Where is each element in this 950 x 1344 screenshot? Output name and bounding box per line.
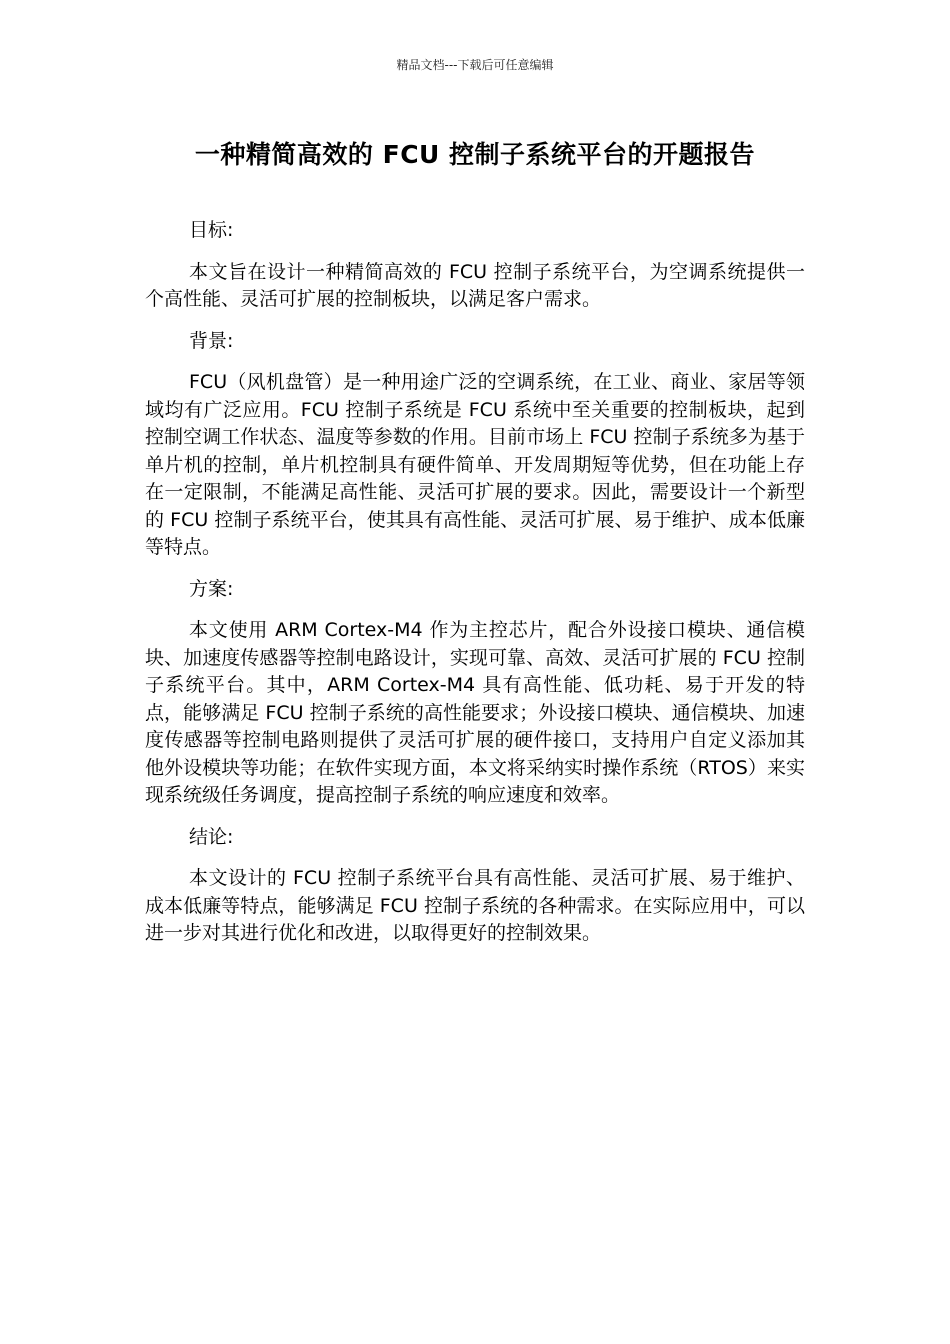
section-heading-goal: 目标:	[189, 219, 234, 241]
section-heading-conclusion: 结论:	[189, 825, 234, 848]
document-title: 一种精简高效的 FCU 控制子系统平台的开题报告	[194, 140, 756, 169]
section-body-plan: 本文使用 ARM Cortex-M4 作为主控芯片，配合外设接口模块、通信模块、加速度传感器等控制电路设计，实现可靠、高效、灵活可扩展的 FCU 控制子系统平台。其中，ARM Cortex-M4 具有高性能、低功耗、易于开发的特点，能够满足 FCU 控制子系统的高性能要求；外设接口模块、通信模块、加速度传感器等控制电路则提供了灵活可扩展的硬件接口，支持用户自定义添加其他外设模块等功能；在软件实现方面，本文将采纳实时操作系统（RTOS）来实现系统级任务调度，提高控制子系统的响应速度和效率。	[145, 619, 805, 806]
section-body-background: FCU（风机盘管）是一种用途广泛的空调系统，在工业、商业、家居等领域均有广泛应用。FCU 控制子系统是 FCU 系统中至关重要的控制板块，起到控制空调工作状态、温度等参数的作用。目前市场上 FCU 控制子系统多为基于单片机的控制，单片机控制具有硬件简单、开发周期短等优势，但在功能上存在一定限制，不能满足高性能、灵活可扩展的要求。因此，需要设计一个新型的 FCU 控制子系统平台，使其具有高性能、灵活可扩展、易于维护、成本低廉等特点。	[145, 371, 805, 558]
section-heading-background: 背景:	[189, 329, 234, 352]
section-body-goal: 本文旨在设计一种精简高效的 FCU 控制子系统平台，为空调系统提供一个高性能、灵活可扩展的控制板块，以满足客户需求。	[145, 260, 805, 310]
section-heading-plan: 方案:	[189, 577, 234, 600]
header-note: 精品文档---下载后可任意编辑	[396, 58, 554, 72]
section-body-conclusion: 本文设计的 FCU 控制子系统平台具有高性能、灵活可扩展、易于维护、成本低廉等特点，能够满足 FCU 控制子系统的各种需求。在实际应用中，可以进一步对其进行优化和改进，以取得更好的控制效果。	[145, 867, 805, 944]
document-body	[145, 217, 805, 962]
